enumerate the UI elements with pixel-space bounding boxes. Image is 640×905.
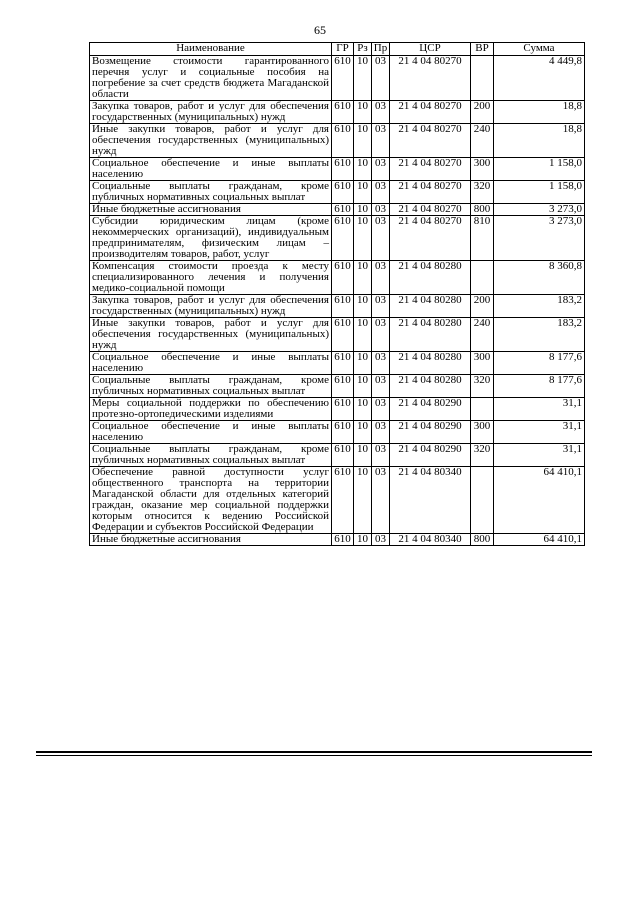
cell-vr: 800 [471, 534, 494, 546]
table-row [90, 56, 585, 101]
table-header-row [90, 43, 585, 56]
cell-vr [471, 467, 494, 534]
table-row [90, 375, 585, 398]
cell-vr: 240 [471, 318, 494, 352]
header-rz: Рз [354, 43, 372, 56]
cell-sum: 31,1 [494, 421, 585, 444]
cell-pr: 03 [372, 398, 390, 421]
table-row [90, 181, 585, 204]
cell-csr: 21 4 04 80340 [390, 467, 471, 534]
cell-csr: 21 4 04 80270 [390, 124, 471, 158]
cell-sum: 8 177,6 [494, 352, 585, 375]
cell-rz: 10 [354, 375, 372, 398]
cell-rz: 10 [354, 101, 372, 124]
cell-pr: 03 [372, 318, 390, 352]
table-row [90, 101, 585, 124]
cell-sum: 8 177,6 [494, 375, 585, 398]
cell-name: Субсидии юридическим лицам (кроме некоммерческих организаций), индивидуальным предпринимателям, физическим лицам – производителям товаров, работ, услуг [90, 216, 332, 261]
cell-pr: 03 [372, 467, 390, 534]
table-row [90, 398, 585, 421]
cell-gr: 610 [332, 421, 354, 444]
table-row [90, 444, 585, 467]
header-gr: ГР [332, 43, 354, 56]
cell-gr: 610 [332, 295, 354, 318]
cell-sum: 64 410,1 [494, 534, 585, 546]
cell-rz: 10 [354, 444, 372, 467]
table-row [90, 467, 585, 534]
cell-sum: 31,1 [494, 398, 585, 421]
cell-name: Социальное обеспечение и иные выплаты населению [90, 352, 332, 375]
table-row [90, 295, 585, 318]
cell-vr [471, 56, 494, 101]
table-row [90, 204, 585, 216]
cell-gr: 610 [332, 261, 354, 295]
cell-name: Иные закупки товаров, работ и услуг для обеспечения государственных (муниципальных) нужд [90, 318, 332, 352]
cell-gr: 610 [332, 181, 354, 204]
cell-name: Компенсация стоимости проезда к месту специализированного лечения и получения медико-социальной помощи [90, 261, 332, 295]
cell-csr: 21 4 04 80280 [390, 295, 471, 318]
cell-vr: 300 [471, 352, 494, 375]
cell-sum: 3 273,0 [494, 216, 585, 261]
cell-rz: 10 [354, 56, 372, 101]
cell-vr: 320 [471, 375, 494, 398]
cell-sum: 183,2 [494, 295, 585, 318]
cell-name: Иные бюджетные ассигнования [90, 534, 332, 546]
cell-gr: 610 [332, 124, 354, 158]
cell-vr: 200 [471, 295, 494, 318]
table-row [90, 352, 585, 375]
cell-rz: 10 [354, 204, 372, 216]
cell-name: Социальные выплаты гражданам, кроме публичных нормативных социальных выплат [90, 181, 332, 204]
cell-vr: 200 [471, 101, 494, 124]
table-row [90, 534, 585, 546]
table-row [90, 216, 585, 261]
cell-pr: 03 [372, 56, 390, 101]
cell-sum: 64 410,1 [494, 467, 585, 534]
cell-rz: 10 [354, 534, 372, 546]
cell-sum: 1 158,0 [494, 158, 585, 181]
cell-name: Социальное обеспечение и иные выплаты населению [90, 421, 332, 444]
cell-csr: 21 4 04 80340 [390, 534, 471, 546]
cell-gr: 610 [332, 444, 354, 467]
cell-csr: 21 4 04 80280 [390, 318, 471, 352]
cell-sum: 3 273,0 [494, 204, 585, 216]
cell-rz: 10 [354, 158, 372, 181]
cell-csr: 21 4 04 80270 [390, 204, 471, 216]
cell-pr: 03 [372, 124, 390, 158]
cell-name: Закупка товаров, работ и услуг для обеспечения государственных (муниципальных) нужд [90, 295, 332, 318]
cell-name: Социальное обеспечение и иные выплаты населению [90, 158, 332, 181]
cell-csr: 21 4 04 80280 [390, 375, 471, 398]
cell-rz: 10 [354, 295, 372, 318]
cell-pr: 03 [372, 444, 390, 467]
cell-csr: 21 4 04 80280 [390, 261, 471, 295]
cell-sum: 31,1 [494, 444, 585, 467]
cell-pr: 03 [372, 261, 390, 295]
cell-sum: 1 158,0 [494, 181, 585, 204]
cell-csr: 21 4 04 80290 [390, 421, 471, 444]
header-name: Наименование [90, 43, 332, 56]
cell-name: Закупка товаров, работ и услуг для обеспечения государственных (муниципальных) нужд [90, 101, 332, 124]
table-row [90, 318, 585, 352]
cell-rz: 10 [354, 421, 372, 444]
cell-gr: 610 [332, 375, 354, 398]
cell-vr: 810 [471, 216, 494, 261]
cell-sum: 183,2 [494, 318, 585, 352]
cell-name: Обеспечение равной доступности услуг общественного транспорта на территории Магаданской области для отдельных категорий граждан, оказание мер социальной поддержки которым относится к ведению Российской Федерации и субъектов Российской Федерации [90, 467, 332, 534]
cell-sum: 4 449,8 [494, 56, 585, 101]
cell-gr: 610 [332, 204, 354, 216]
cell-gr: 610 [332, 56, 354, 101]
cell-gr: 610 [332, 101, 354, 124]
cell-pr: 03 [372, 421, 390, 444]
cell-csr: 21 4 04 80270 [390, 216, 471, 261]
cell-name: Иные бюджетные ассигнования [90, 204, 332, 216]
cell-gr: 610 [332, 352, 354, 375]
cell-pr: 03 [372, 101, 390, 124]
cell-gr: 610 [332, 534, 354, 546]
cell-csr: 21 4 04 80290 [390, 444, 471, 467]
cell-sum: 8 360,8 [494, 261, 585, 295]
header-csr: ЦСР [390, 43, 471, 56]
table-row [90, 421, 585, 444]
cell-pr: 03 [372, 352, 390, 375]
cell-pr: 03 [372, 295, 390, 318]
cell-rz: 10 [354, 261, 372, 295]
footer-rule-thick [36, 751, 592, 753]
cell-pr: 03 [372, 204, 390, 216]
cell-gr: 610 [332, 216, 354, 261]
table-row [90, 158, 585, 181]
header-sum: Сумма [494, 43, 585, 56]
header-vr: ВР [471, 43, 494, 56]
cell-rz: 10 [354, 318, 372, 352]
cell-csr: 21 4 04 80290 [390, 398, 471, 421]
cell-vr: 300 [471, 421, 494, 444]
cell-csr: 21 4 04 80270 [390, 56, 471, 101]
cell-rz: 10 [354, 467, 372, 534]
cell-name: Социальные выплаты гражданам, кроме публичных нормативных социальных выплат [90, 444, 332, 467]
cell-vr [471, 398, 494, 421]
cell-vr [471, 261, 494, 295]
cell-pr: 03 [372, 375, 390, 398]
cell-name: Иные закупки товаров, работ и услуг для обеспечения государственных (муниципальных) нужд [90, 124, 332, 158]
table-row [90, 261, 585, 295]
cell-vr: 320 [471, 444, 494, 467]
cell-rz: 10 [354, 352, 372, 375]
cell-csr: 21 4 04 80270 [390, 158, 471, 181]
cell-csr: 21 4 04 80280 [390, 352, 471, 375]
cell-name: Меры социальной поддержки по обеспечению протезно-ортопедическими изделиями [90, 398, 332, 421]
budget-table [89, 42, 585, 546]
cell-name: Социальные выплаты гражданам, кроме публичных нормативных социальных выплат [90, 375, 332, 398]
cell-pr: 03 [372, 181, 390, 204]
header-pr: Пр [372, 43, 390, 56]
cell-vr: 240 [471, 124, 494, 158]
cell-pr: 03 [372, 158, 390, 181]
cell-pr: 03 [372, 216, 390, 261]
cell-gr: 610 [332, 398, 354, 421]
cell-rz: 10 [354, 216, 372, 261]
cell-pr: 03 [372, 534, 390, 546]
cell-vr: 800 [471, 204, 494, 216]
page-number: 65 [314, 23, 326, 37]
table-row [90, 124, 585, 158]
cell-gr: 610 [332, 467, 354, 534]
cell-name: Возмещение стоимости гарантированного перечня услуг и социальные пособия на погребение за счет средств бюджета Магаданской области [90, 56, 332, 101]
footer-rule-thin [36, 755, 592, 756]
cell-sum: 18,8 [494, 124, 585, 158]
cell-gr: 610 [332, 318, 354, 352]
cell-vr: 320 [471, 181, 494, 204]
cell-rz: 10 [354, 181, 372, 204]
cell-rz: 10 [354, 398, 372, 421]
cell-gr: 610 [332, 158, 354, 181]
cell-sum: 18,8 [494, 101, 585, 124]
cell-rz: 10 [354, 124, 372, 158]
cell-vr: 300 [471, 158, 494, 181]
cell-csr: 21 4 04 80270 [390, 101, 471, 124]
cell-csr: 21 4 04 80270 [390, 181, 471, 204]
